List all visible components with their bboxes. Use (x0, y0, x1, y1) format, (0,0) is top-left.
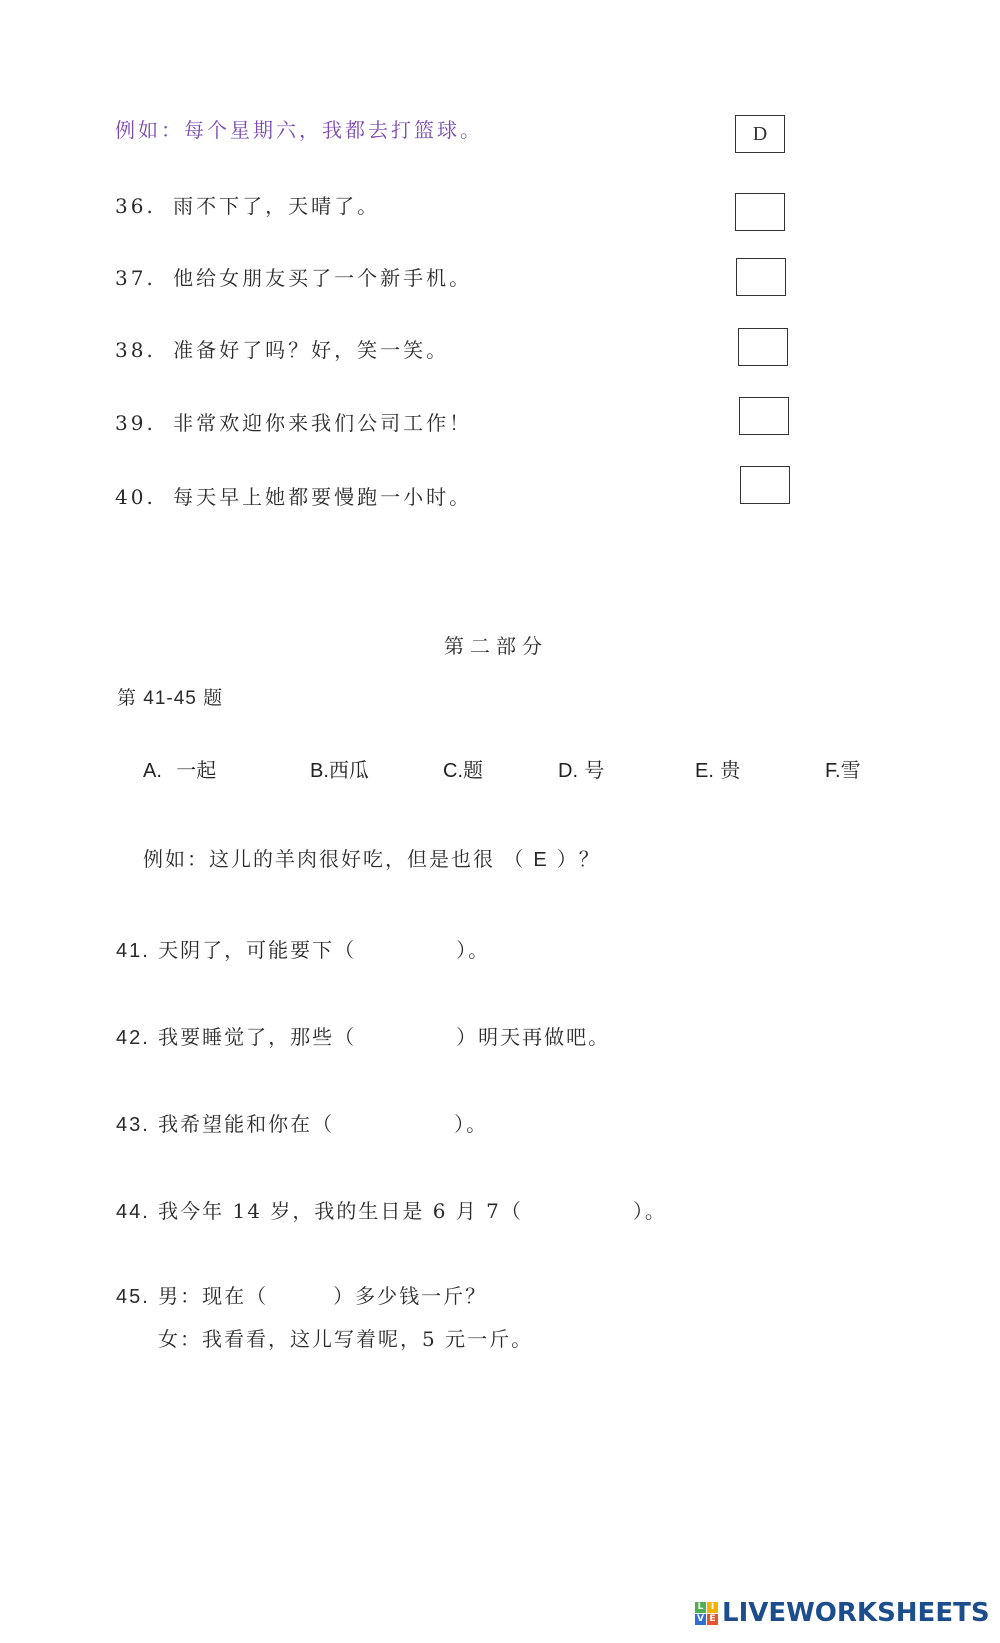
part2-heading: 第二部分 (444, 634, 548, 658)
answer-box-36[interactable] (735, 193, 785, 231)
part1-example-answer: D (752, 122, 768, 145)
part2-question-44: 44. 我今年 14 岁，我的生日是 6 月 7（ ）。 (116, 1199, 667, 1223)
blank-43[interactable] (334, 1114, 454, 1138)
question-number: 36. (115, 194, 156, 218)
live-tiles-icon: L I V E (695, 1602, 718, 1625)
question-text: 他给女朋友买了一个新手机。 (173, 266, 473, 290)
option-e: E. 贵 (695, 758, 741, 782)
logo-text: LIVEWORKSHEETS (722, 1598, 990, 1628)
option-b: B.西瓜 (310, 758, 369, 782)
option-f: F.雪 (825, 758, 861, 782)
part2-question-43: 43. 我希望能和你在（ ）。 (116, 1112, 489, 1136)
part1-example-answer-box (735, 115, 785, 153)
part2-example-answer: E (533, 849, 549, 871)
blank-41[interactable] (356, 940, 456, 964)
question-number: 40. (115, 485, 156, 509)
option-c: C.题 (443, 758, 483, 782)
answer-box-37[interactable] (736, 258, 786, 296)
part2-example: 例如：这儿的羊肉很好吃，但是也很 （ E ）？ (143, 847, 601, 871)
option-d: D. 号 (558, 758, 605, 782)
question-number: 38. (115, 338, 156, 362)
part2-question-42: 42. 我要睡觉了，那些（ ）明天再做吧。 (116, 1025, 611, 1049)
question-text: 准备好了吗？好，笑一笑。 (173, 338, 450, 362)
blank-45[interactable] (268, 1286, 333, 1310)
question-text: 每天早上她都要慢跑一小时。 (173, 485, 473, 509)
question-text: 非常欢迎你来我们公司工作！ (173, 411, 473, 435)
answer-box-39[interactable] (739, 397, 789, 435)
part2-question-41: 41. 天阴了，可能要下（ ）。 (116, 938, 491, 962)
part2-question-45-line2: 女：我看看，这儿写着呢，5 元一斤。 (158, 1327, 534, 1351)
blank-42[interactable] (356, 1027, 456, 1051)
question-text: 雨不下了，天晴了。 (173, 194, 381, 218)
question-number: 39. (115, 411, 156, 435)
blank-44[interactable] (523, 1201, 633, 1225)
answer-box-38[interactable] (738, 328, 788, 366)
part2-question-45: 45. 男：现在（ ）多少钱一斤？ (116, 1284, 488, 1308)
option-a: A. 一起 (143, 758, 217, 782)
part2-range-label: 第 41-45 题 (117, 688, 224, 709)
part1-example-text: 例如：每个星期六，我都去打篮球。 (115, 118, 483, 142)
question-number: 37. (115, 266, 156, 290)
liveworksheets-logo (695, 1598, 990, 1628)
answer-box-40[interactable] (740, 466, 790, 504)
